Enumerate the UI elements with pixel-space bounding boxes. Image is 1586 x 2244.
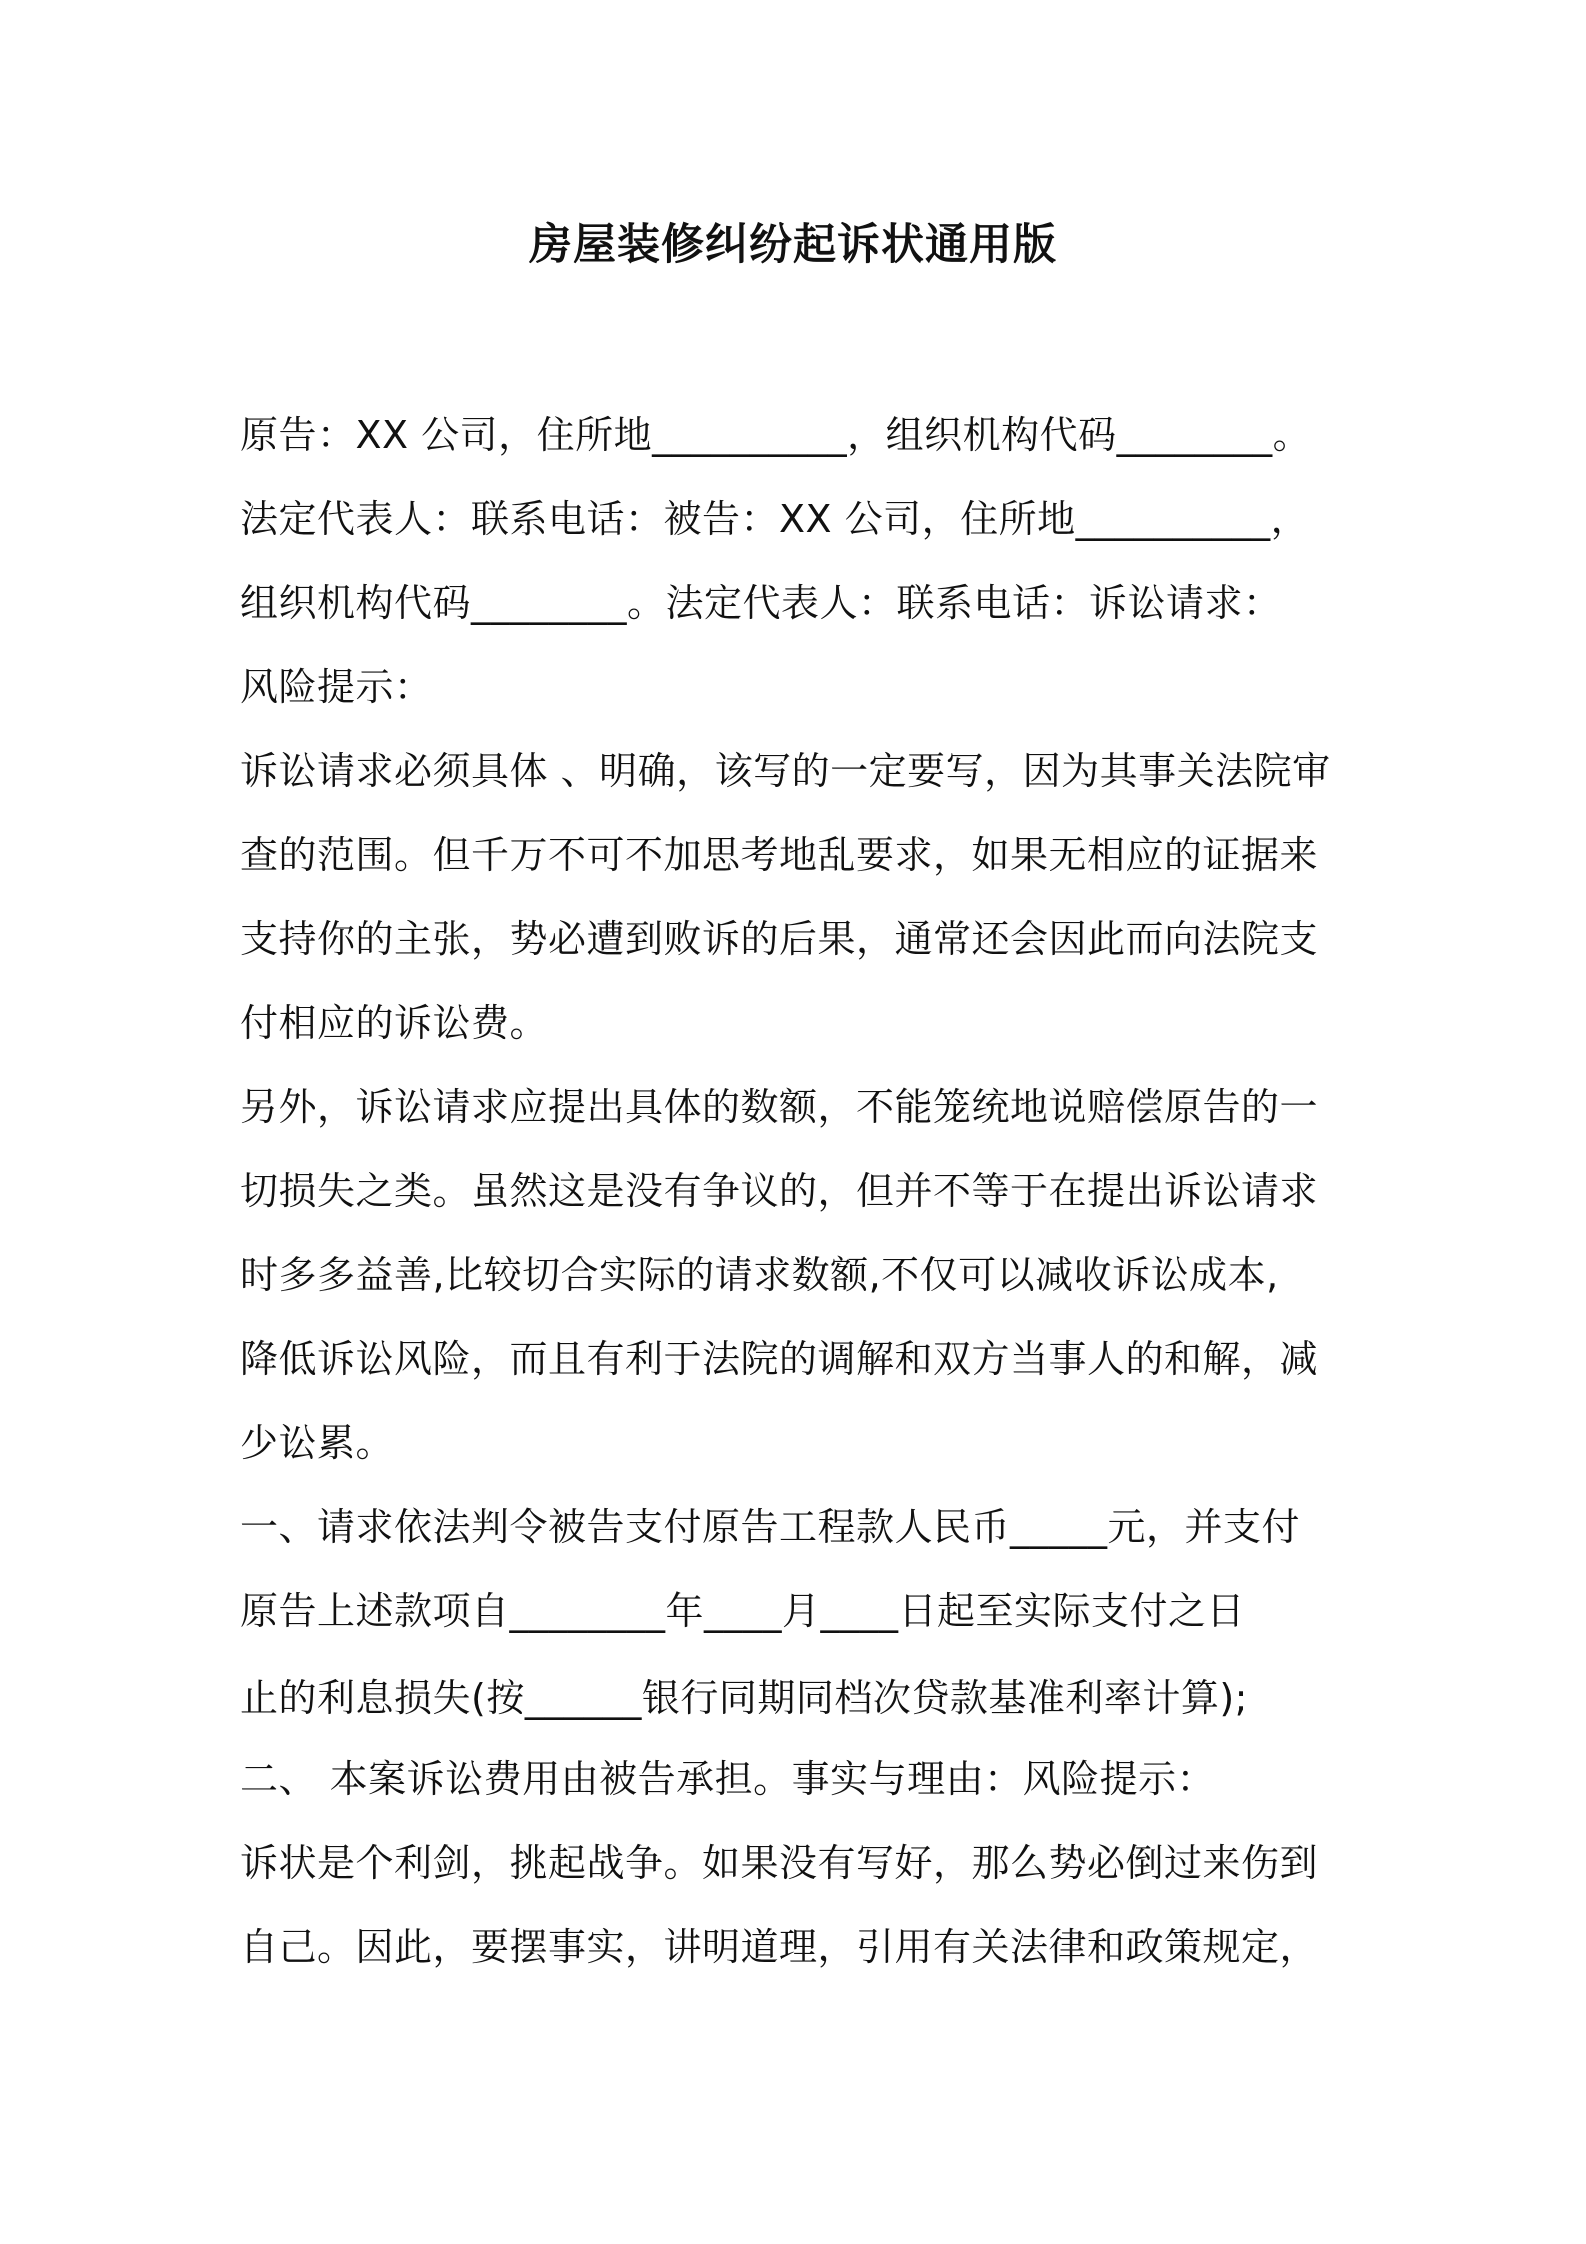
text-line: 组织机构代码________。法定代表人：联系电话：诉讼请求： [240, 581, 1282, 625]
text-line: 切损失之类。虽然这是没有争议的，但并不等于在提出诉讼请求 [240, 1169, 1319, 1213]
text-line: 自己。因此，要摆事实，讲明道理，引用有关法律和政策规定， [240, 1925, 1319, 1969]
text-line: 查的范围。但千万不可不加思考地乱要求，如果无相应的证据来 [240, 833, 1319, 877]
text-line: 法定代表人：联系电话：被告：XX 公司，住所地__________， [240, 497, 1310, 541]
text-line: 诉状是个利剑，挑起战争。如果没有写好，那么势必倒过来伤到 [240, 1841, 1319, 1885]
text-line: 少讼累。 [240, 1421, 395, 1465]
text-line: 支持你的主张，势必遭到败诉的后果，通常还会因此而向法院支 [240, 917, 1319, 961]
text-line: 风险提示： [240, 665, 433, 709]
text-line: 降低诉讼风险，而且有利于法院的调解和双方当事人的和解，减 [240, 1337, 1319, 1381]
text-line: 一、请求依法判令被告支付原告工程款人民币_____元，并支付 [240, 1505, 1301, 1549]
text-line: 另外，诉讼请求应提出具体的数额，不能笼统地说赔偿原告的一 [240, 1085, 1319, 1129]
document-title: 房屋装修纠纷起诉状通用版 [529, 220, 1057, 270]
text-line: 止的利息损失(按______银行同期同档次贷款基准利率计算); [240, 1676, 1248, 1720]
text-line: 二、 本案诉讼费用由被告承担。事实与理由：风险提示： [240, 1757, 1216, 1801]
text-line: 原告：XX 公司，住所地__________，组织机构代码________。 [240, 413, 1312, 457]
text-line: 原告上述款项自________年____月____日起至实际支付之日 [240, 1589, 1246, 1633]
text-line: 时多多益善,比较切合实际的请求数额,不仅可以减收诉讼成本, [240, 1253, 1279, 1297]
text-line: 诉讼请求必须具体 、明确，该写的一定要写，因为其事关法院审 [240, 749, 1331, 793]
text-line: 付相应的诉讼费。 [240, 1001, 549, 1045]
